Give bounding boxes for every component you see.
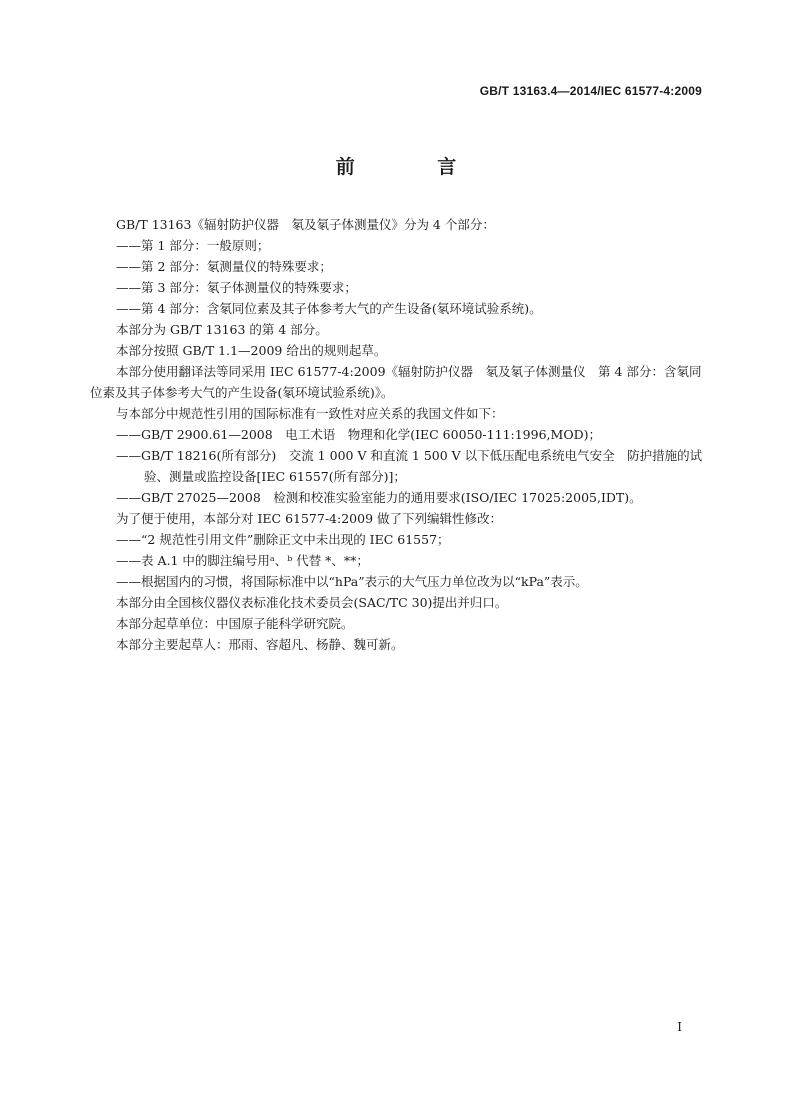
list-item: ——第 2 部分：氡测量仪的特殊要求； [116, 259, 332, 274]
paragraph: 本部分为 GB/T 13163 的第 4 部分。 [116, 322, 328, 337]
page-number: I [677, 1020, 682, 1034]
paragraph: GB/T 13163《辐射防护仪器 氡及氡子体测量仪》分为 4 个部分： [116, 217, 495, 232]
list-item: ——GB/T 2900.61—2008 电工术语 物理和化学(IEC 60050-111:1996,MOD)； [116, 427, 601, 442]
list-item: ——第 4 部分：含氡同位素及其子体参考大气的产生设备(氡环境试验系统)。 [116, 301, 542, 316]
page-title: 前 言 [335, 156, 495, 178]
paragraph: 本部分起草单位：中国原子能科学研究院。 [116, 616, 354, 631]
paragraph: 本部分由全国核仪器仪表标准化技术委员会(SAC/TC 30)提出并归口。 [116, 595, 508, 610]
list-item: ——GB/T 27025—2008 检测和校准实验室能力的通用要求(ISO/IEC 17025:2005,IDT)。 [116, 490, 642, 505]
standard-code-header: GB/T 13163.4—2014/IEC 61577-4:2009 [479, 84, 702, 98]
paragraph: 为了便于使用，本部分对 IEC 61577-4:2009 做了下列编辑性修改： [116, 511, 503, 526]
list-item: ——第 1 部分：一般原则； [116, 238, 270, 253]
list-item: ——表 A.1 中的脚注编号用ᵃ、ᵇ 代替 *、**； [116, 553, 369, 568]
foreword-body [90, 214, 706, 655]
list-item: ——第 3 部分：氡子体测量仪的特殊要求； [116, 280, 357, 295]
paragraph: 本部分主要起草人：邢雨、容超凡、杨静、魏可新。 [116, 637, 404, 652]
paragraph: 与本部分中规范性引用的国际标准有一致性对应关系的我国文件如下： [116, 406, 504, 421]
paragraph: 本部分按照 GB/T 1.1—2009 给出的规则起草。 [116, 343, 387, 358]
paragraph: 本部分使用翻译法等同采用 IEC 61577-4:2009《辐射防护仪器 氡及氡子体测量仪 第 4 部分：含氡同位素及其子体参考大气的产生设备(氡环境试验系统)》。 [90, 364, 702, 400]
list-item: ——根据国内的习惯，将国际标准中以“hPa”表示的大气压力单位改为以“kPa”表示。 [116, 574, 588, 589]
list-item: ——GB/T 18216(所有部分) 交流 1 000 V 和直流 1 500 V 以下低压配电系统电气安全 防护措施的试验、测量或监控设备[IEC 61557(所有部分)]； [116, 448, 703, 484]
list-item: ——“2 规范性引用文件”删除正文中未出现的 IEC 61557； [116, 532, 450, 547]
